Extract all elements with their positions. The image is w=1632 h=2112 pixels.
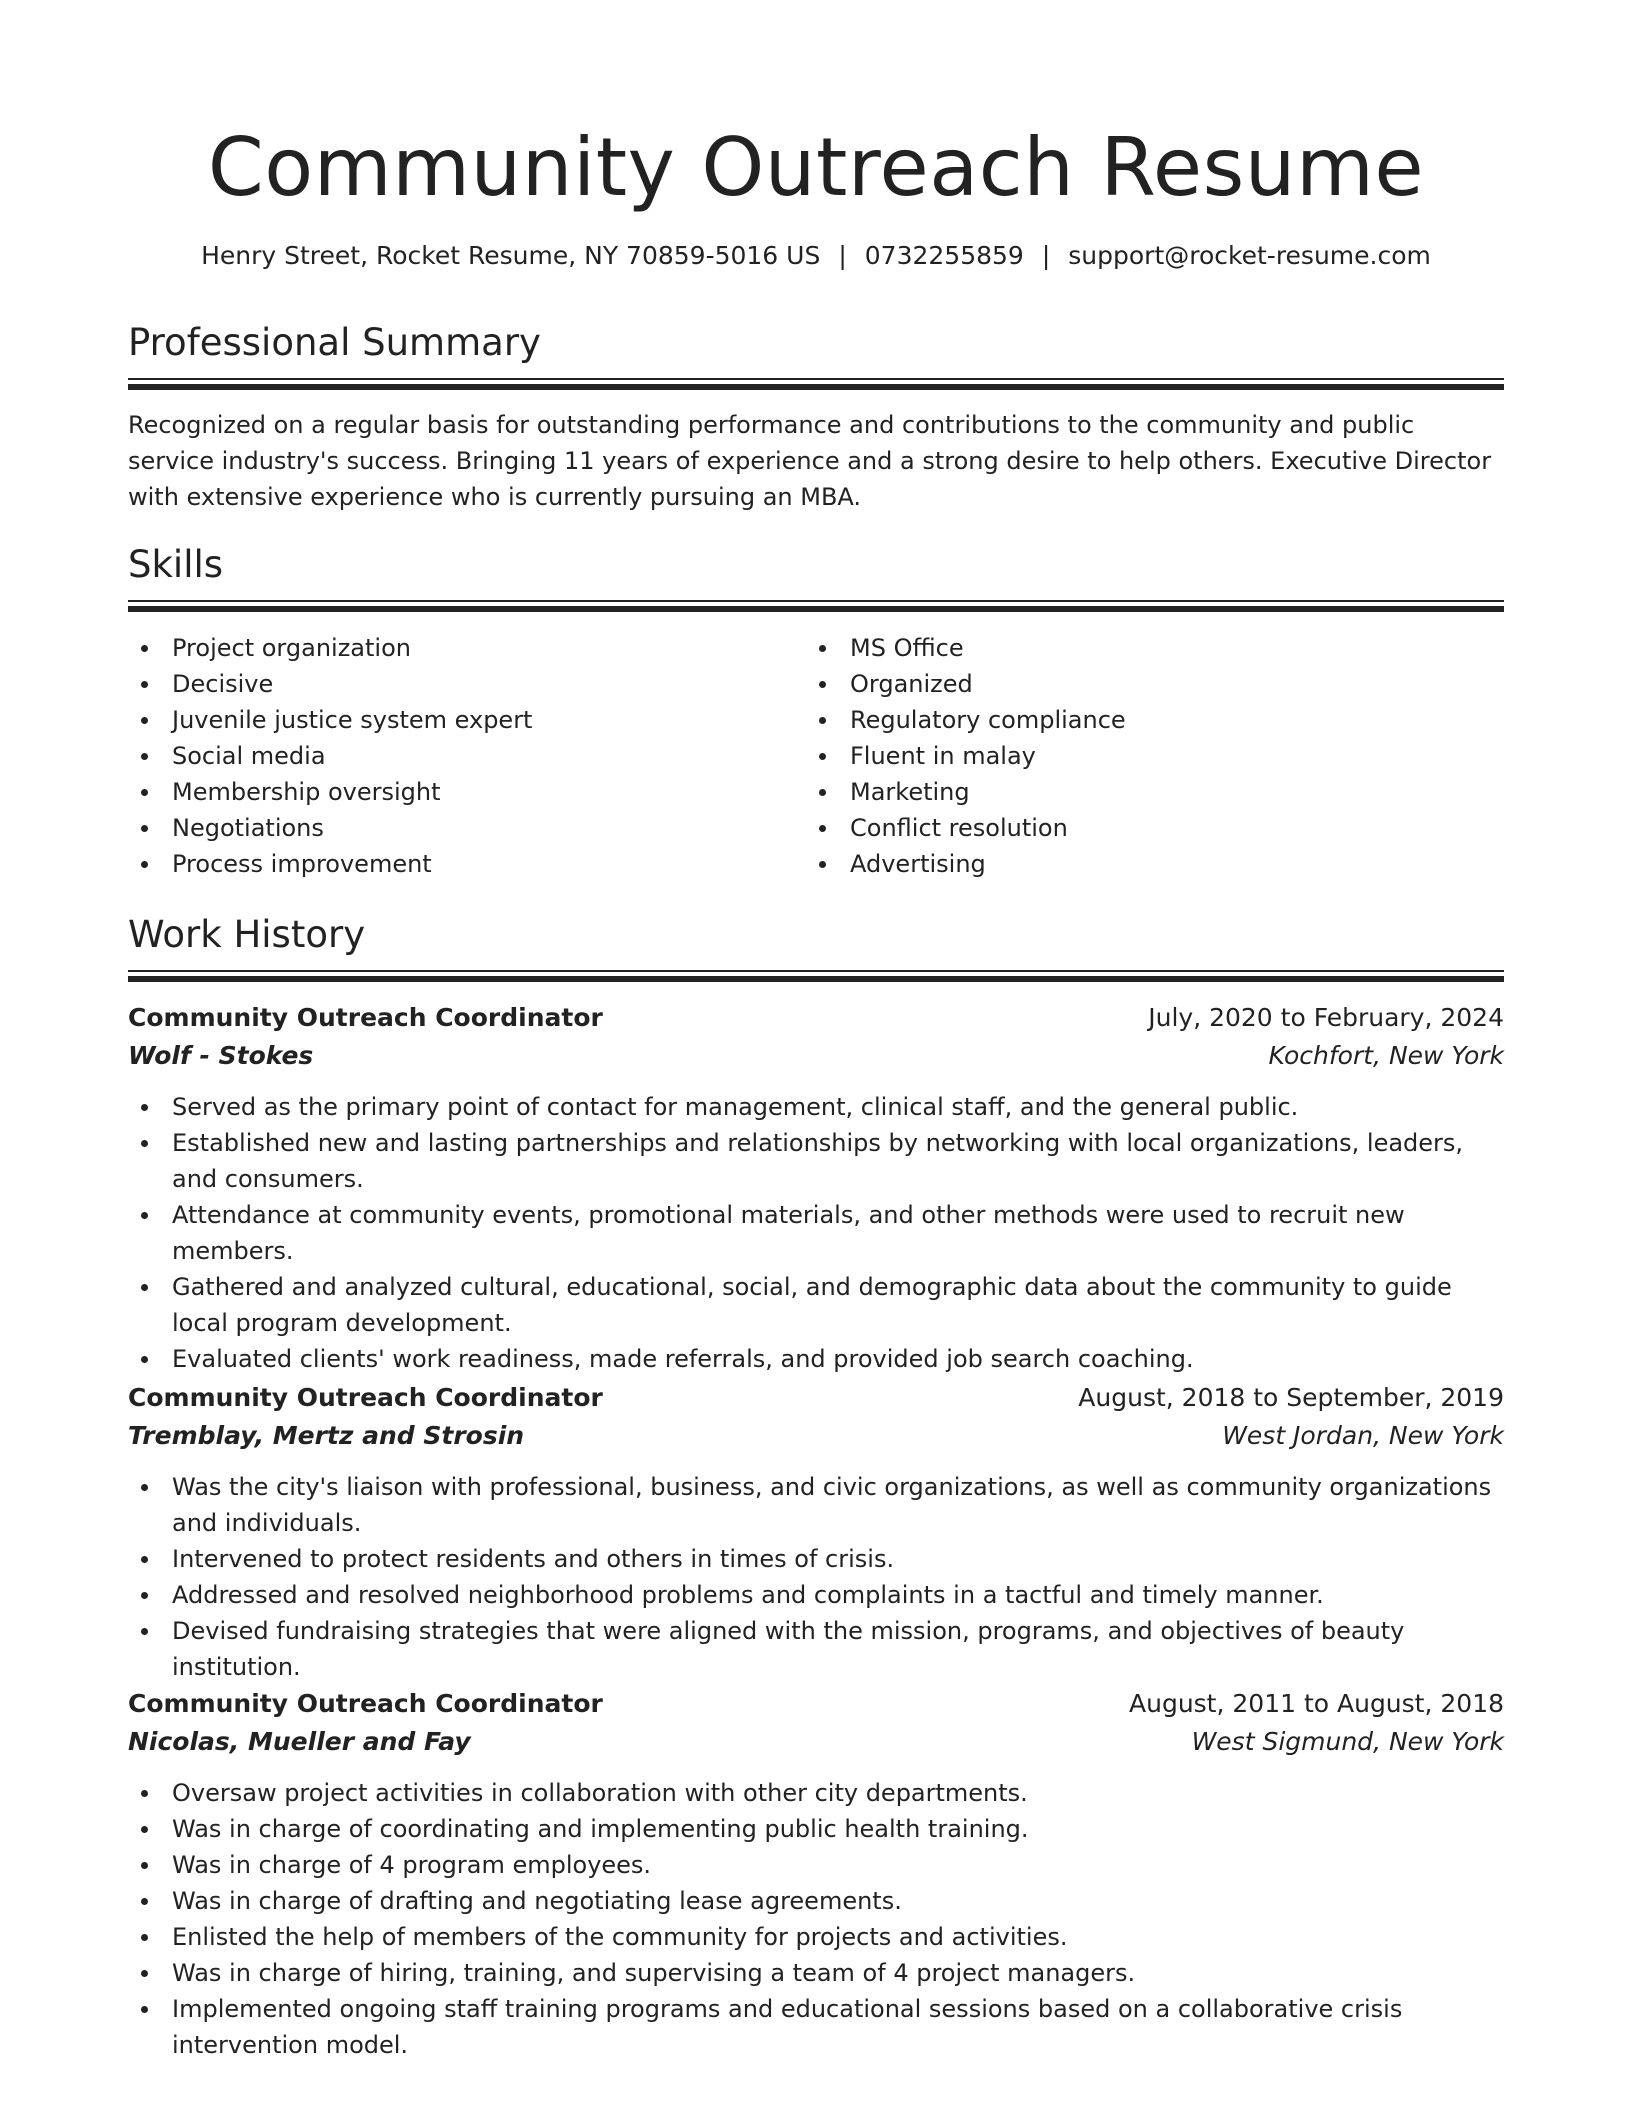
- job-subheader-row: [128, 1723, 1504, 1761]
- job-location: Kochfort, New York: [1268, 1041, 1504, 1070]
- job-bullet: Gathered and analyzed cultural, educational, social, and demographic data about the community to guide local program development.: [128, 1269, 1504, 1341]
- work-history-section: [128, 910, 1504, 981]
- skills-list-right: [806, 630, 1484, 882]
- job-title: Community Outreach Coordinator: [128, 1689, 603, 1718]
- job-dates: July, 2020 to February, 2024: [1148, 1003, 1504, 1032]
- job-company: Nicolas, Mueller and Fay: [128, 1727, 471, 1756]
- skills-columns: [128, 630, 1504, 882]
- job-bullets: [128, 1469, 1504, 1685]
- skill-item: Marketing: [806, 774, 1484, 810]
- skills-list-left: [128, 630, 806, 882]
- contact-separator: |: [838, 241, 847, 270]
- job-header-row: [128, 999, 1504, 1037]
- job-bullet: Was in charge of coordinating and implementing public health training.: [128, 1811, 1504, 1847]
- skill-item: Conflict resolution: [806, 810, 1484, 846]
- skill-item: Negotiations: [128, 810, 806, 846]
- job-title: Community Outreach Coordinator: [128, 1003, 603, 1032]
- job-company: Wolf - Stokes: [128, 1041, 314, 1070]
- job-bullet: Was in charge of drafting and negotiating lease agreements.: [128, 1883, 1504, 1919]
- job-bullet: Devised fundraising strategies that were aligned with the mission, programs, and objectives of beauty institution.: [128, 1613, 1504, 1685]
- job-bullet: Intervened to protect residents and others in times of crisis.: [128, 1541, 1504, 1577]
- page-title: Community Outreach Resume: [207, 121, 1425, 214]
- job-bullet: Enlisted the help of members of the community for projects and activities.: [128, 1919, 1504, 1955]
- skills-section: [128, 540, 1504, 882]
- summary-text: Recognized on a regular basis for outstanding performance and contributions to the community and public service industry's success. Bringing 11 years of experience and a strong desire to help others. Executive Director with extensive experience who is currently pursuing an MBA.: [128, 411, 1492, 511]
- job-bullet: Implemented ongoing staff training programs and educational sessions based on a collaborative crisis intervention model.: [128, 1991, 1504, 2063]
- job-dates: August, 2011 to August, 2018: [1129, 1689, 1504, 1718]
- contact-address: Henry Street, Rocket Resume, NY 70859-5016 US: [201, 241, 821, 270]
- skill-item: Juvenile justice system expert: [128, 702, 806, 738]
- job-bullet: Evaluated clients' work readiness, made referrals, and provided job search coaching.: [128, 1341, 1504, 1377]
- job-location: West Jordan, New York: [1222, 1421, 1504, 1450]
- contact-separator: |: [1041, 241, 1051, 270]
- job-bullet: Was in charge of hiring, training, and supervising a team of 4 project managers.: [128, 1955, 1504, 1991]
- job-subheader-row: [128, 1417, 1504, 1455]
- job-entry: [128, 1685, 1504, 2063]
- section-divider: [128, 378, 1504, 389]
- job-bullet: Was in charge of 4 program employees.: [128, 1847, 1504, 1883]
- job-bullet: Oversaw project activities in collaboration with other city departments.: [128, 1775, 1504, 1811]
- job-entry: [128, 999, 1504, 1377]
- skill-item: Membership oversight: [128, 774, 806, 810]
- job-header-row: [128, 1379, 1504, 1417]
- job-company: Tremblay, Mertz and Strosin: [128, 1421, 525, 1450]
- job-bullet: Served as the primary point of contact for management, clinical staff, and the general public.: [128, 1089, 1504, 1125]
- skill-item: Organized: [806, 666, 1484, 702]
- job-bullets: [128, 1775, 1504, 2063]
- job-dates: August, 2018 to September, 2019: [1078, 1383, 1504, 1412]
- contact-phone: 0732255859: [864, 241, 1024, 270]
- section-divider: [128, 970, 1504, 981]
- work-history-heading: Work History: [128, 913, 366, 956]
- skill-item: Decisive: [128, 666, 806, 702]
- skill-item: Process improvement: [128, 846, 806, 882]
- skill-item: Social media: [128, 738, 806, 774]
- skill-item: Project organization: [128, 630, 806, 666]
- job-bullet: Attendance at community events, promotional materials, and other methods were used to recruit new members.: [128, 1197, 1504, 1269]
- job-entry: [128, 1379, 1504, 1685]
- skill-item: Fluent in malay: [806, 738, 1484, 774]
- skill-item: Advertising: [806, 846, 1484, 882]
- job-subheader-row: [128, 1037, 1504, 1075]
- section-divider: [128, 600, 1504, 611]
- job-bullet: Addressed and resolved neighborhood problems and complaints in a tactful and timely manner.: [128, 1577, 1504, 1613]
- job-header-row: [128, 1685, 1504, 1723]
- job-bullets: [128, 1089, 1504, 1377]
- skill-item: MS Office: [806, 630, 1484, 666]
- summary-heading: Professional Summary: [128, 321, 541, 364]
- job-bullet: Established new and lasting partnerships and relationships by networking with local organizations, leaders, and consumers.: [128, 1125, 1504, 1197]
- job-bullet: Was the city's liaison with professional, business, and civic organizations, as well as community organizations and individuals.: [128, 1469, 1504, 1541]
- job-location: West Sigmund, New York: [1191, 1727, 1504, 1756]
- skills-heading: Skills: [128, 543, 224, 586]
- contact-line: [128, 238, 1504, 274]
- summary-section: [128, 318, 1504, 515]
- job-title: Community Outreach Coordinator: [128, 1383, 603, 1412]
- skill-item: Regulatory compliance: [806, 702, 1484, 738]
- contact-email: support@rocket-resume.com: [1068, 241, 1431, 270]
